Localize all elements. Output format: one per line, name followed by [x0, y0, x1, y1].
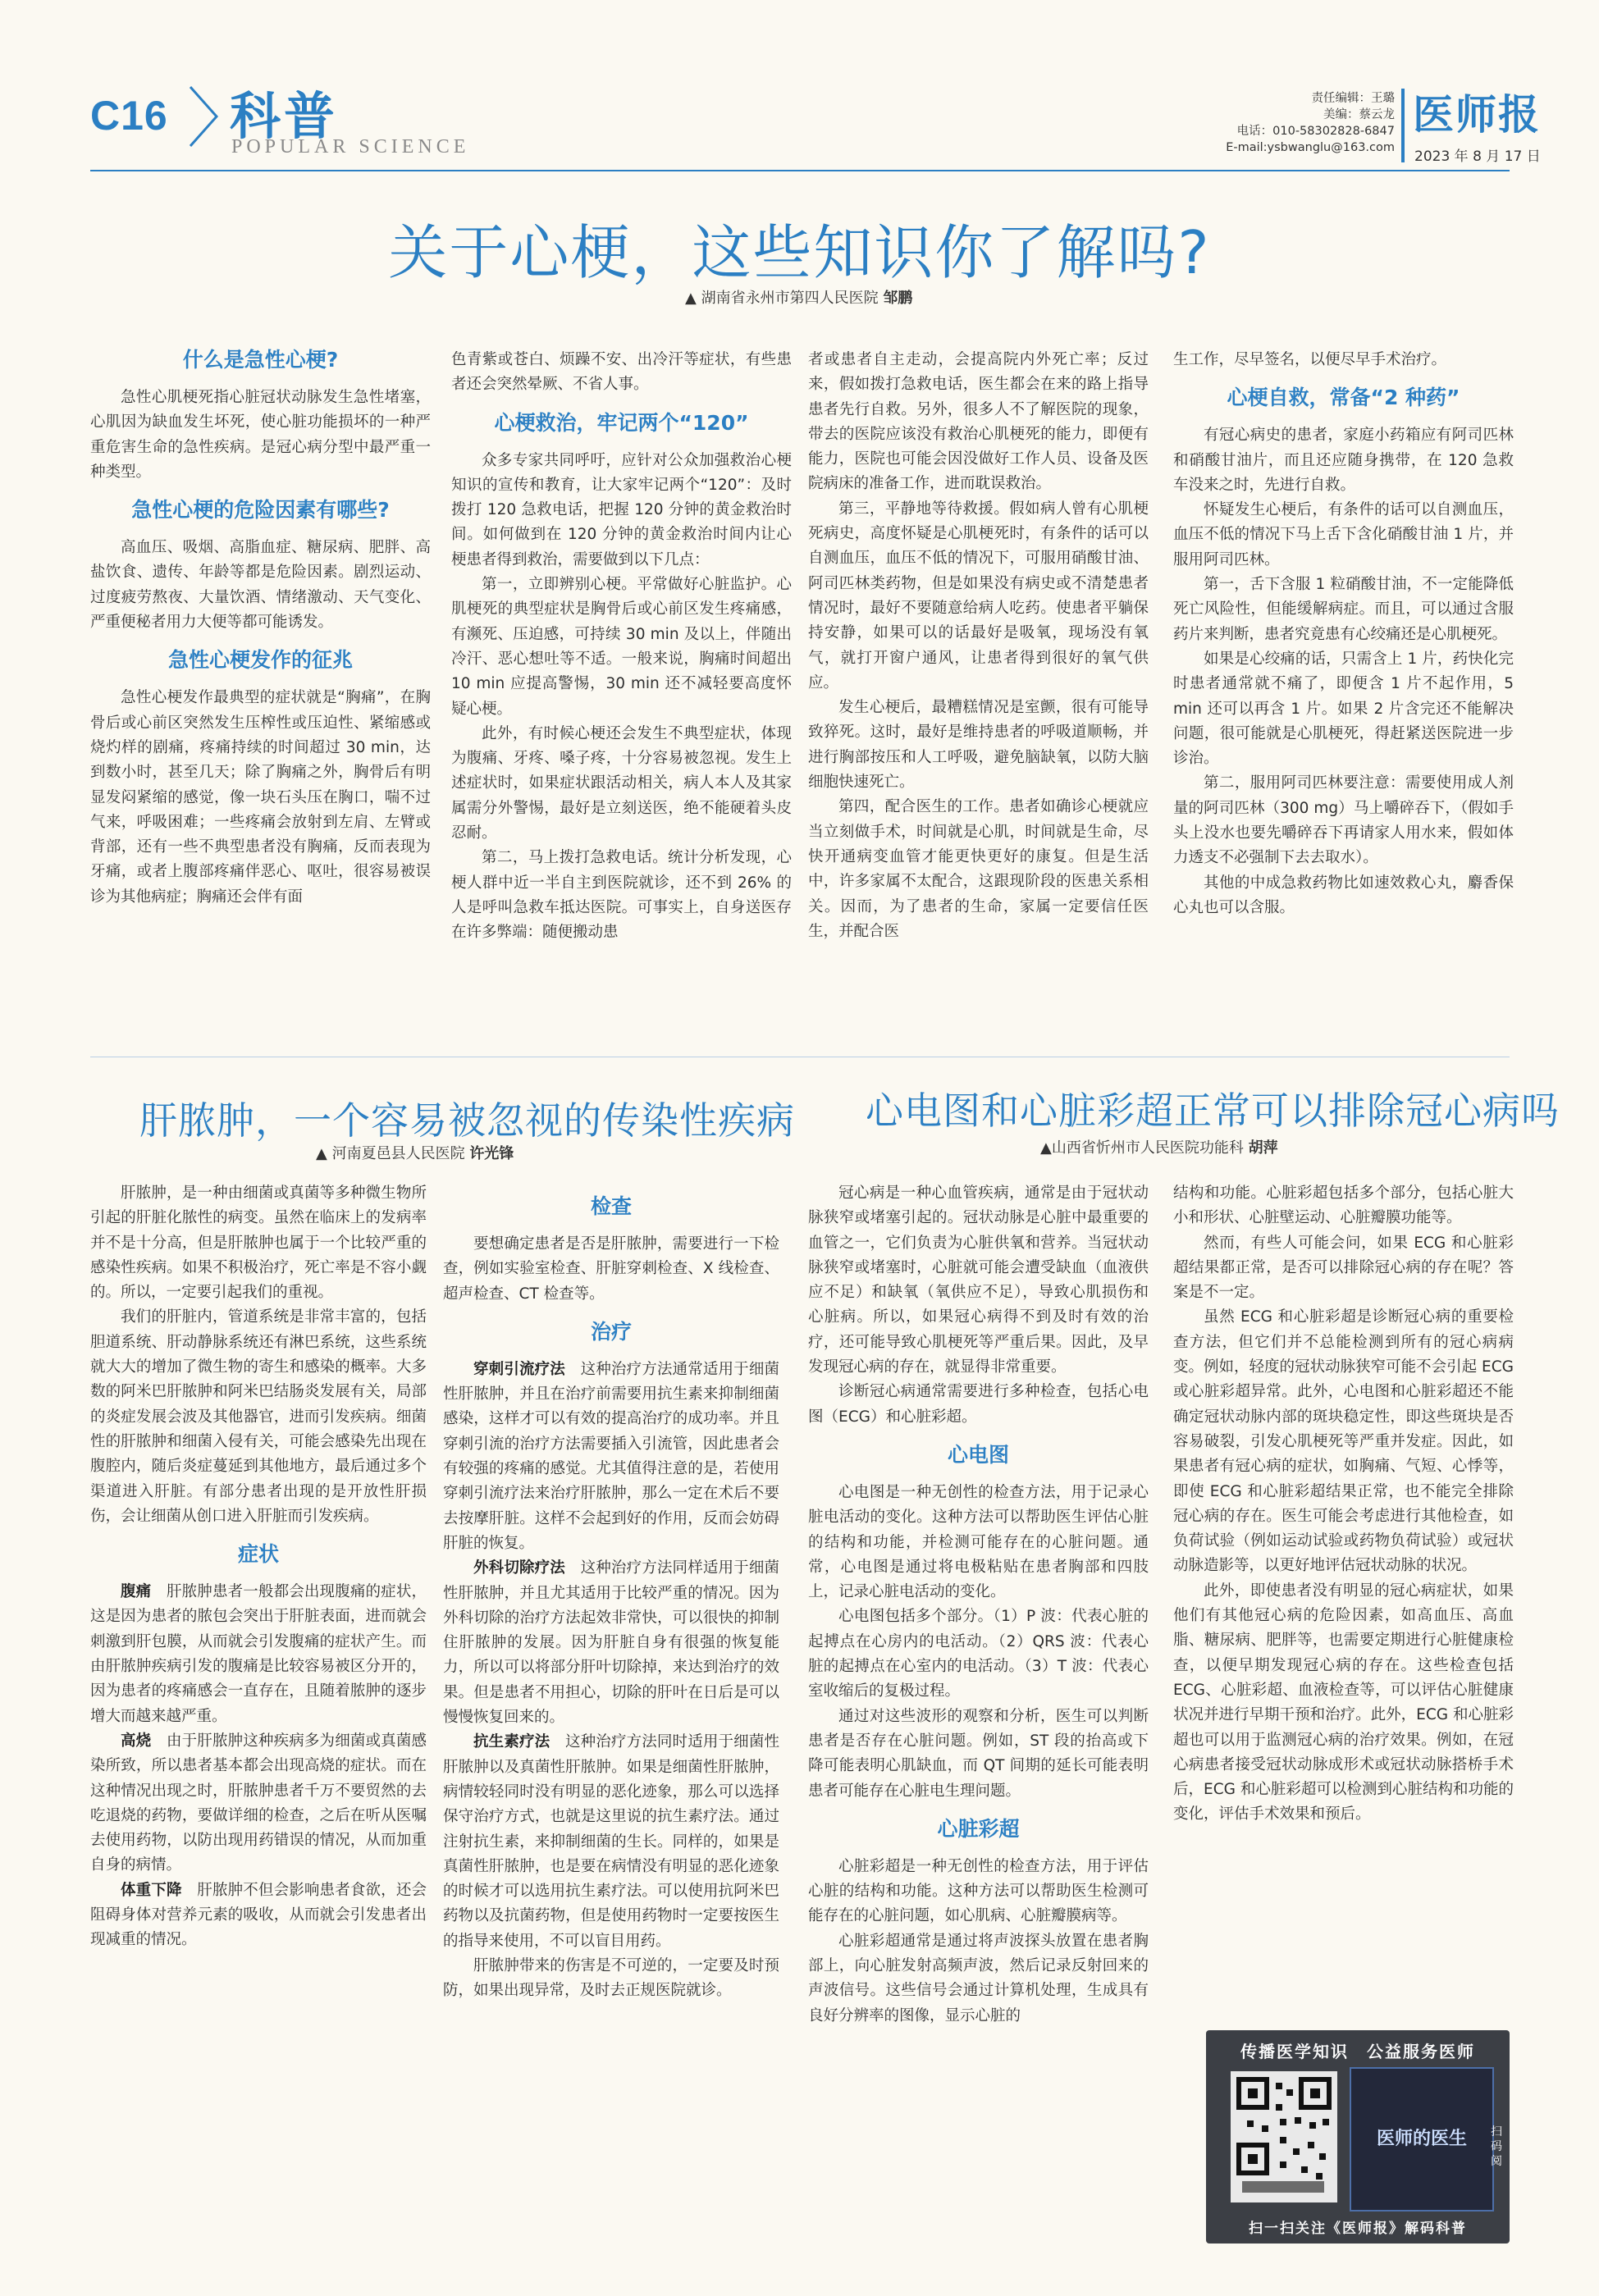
article1-byline [685, 286, 912, 308]
qr-code[interactable] [1231, 2071, 1337, 2202]
paragraph: 急性心肌梗死指心脏冠状动脉发生急性堵塞，心肌因为缺血发生坏死，使心脏功能损坏的一种严重危害生命的急性疾病。是冠心病分型中最严重一种类型。 [90, 389, 431, 481]
byline-author: 胡萍 [1248, 1139, 1278, 1157]
section-subtitle: POPULAR SCIENCE [231, 136, 470, 157]
article1-column-3 [808, 348, 1149, 1048]
paragraph: 诊断冠心病通常需要进行多种检查，包括心电图（ECG）和心脏彩超。 [808, 1383, 1149, 1426]
promo-title: 传播医学知识 公益服务医师 [1240, 2042, 1475, 2061]
paragraph: 生工作，尽早签名，以便尽早手术治疗。 [1173, 351, 1447, 368]
paragraph: 第二，马上拨打急救电话。统计分析发现，心梗人群中近一半自主到医院就诊，还不到 26% 的人是呼叫急救车抵达医院。可事实上，自身送医存在许多弊端：随便搬动患 [451, 849, 792, 942]
paragraph: 通过对这些波形的观察和分析，医生可以判断患者是否存在心脏问题。例如，ST 段的抬高或下降可能表明心肌缺血，而 QT 间期的延长可能表明患者可能存在心脏电生理问题。 [808, 1707, 1149, 1800]
paragraph-lead: 外科切除疗法 [473, 1559, 565, 1577]
paragraph [443, 1730, 779, 1954]
section-title: 科普 [230, 86, 339, 146]
paragraph: 众多专家共同呼吁，应针对公众加强救治心梗知识的宣传和教育，让大家牢记两个“120”：及时拨打 120 急救电话，把握 120 分钟的黄金救治时间。如何做到在 120 分钟的黄金救治时间内让心梗患者得到救治，需要做到以下几点： [451, 451, 792, 568]
section-heading: 心梗自救，常备“2 种药” [1227, 386, 1460, 410]
paragraph: 第三，平静地等待救援。假如病人曾有心肌梗死病史，高度怀疑是心肌梗死时，有条件的话可以自测血压，血压不低的情况下，可服用硝酸甘油、阿司匹林类药物，但是如果没有病史或不清楚患者情况时，最好不要随意给病人吃药。使患者平躺保持安静，如果可以的话最好是吸氧，现场没有氧气，就打开窗户通风，让患者得到很好的氧气供应。 [808, 500, 1149, 692]
paragraph: 此外，有时候心梗还会发生不典型症状，体现为腹痛、牙疼、嗓子疼，十分容易被忽视。发生上述症状时，如果症状跟活动相关，病人本人及其家属需分外警惕，最好是立刻送医，绝不能硬着头皮忍耐。 [451, 724, 792, 842]
paper-logo: 医师报 [1413, 91, 1541, 139]
paragraph: 心脏彩超是一种无创性的检查方法，用于评估心脏的结构和功能。这种方法可以帮助医生检测可能存在的心脏问题，如心肌病、心脏瓣膜病等。 [808, 1857, 1149, 1925]
paragraph: 心脏彩超通常是通过将声波探头放置在患者胸部上，向心脏发射高频声波，然后记录反射回来的声波信号。这些信号会通过计算机处理，生成具有良好分辨率的图像，显示心脏的 [808, 1932, 1149, 2024]
paragraph [443, 1358, 779, 1556]
paragraph-lead: 体重下降 [121, 1881, 182, 1899]
paragraph: 第一，立即辨别心梗。平常做好心脏监护。心肌梗死的典型症状是胸骨后或心前区发生疼痛感，有濒死、压迫感，可持续 30 min 及以上，伴随出冷汗、恶心想吐等不适。一般来说，胸痛时间超出 10 min 应提高警惕，30 min 还不减轻要高度怀疑心梗。 [451, 576, 792, 718]
article3-headline: 心电图和心脏彩超正常可以排除冠心病吗 [866, 1089, 1560, 1133]
phone: 电话：010-58302828-6847 [1236, 125, 1395, 138]
paragraph-body: 肝脓肿患者一般都会出现腹痛的症状，这是因为患者的脓包会突出于肝脏表面，进而就会刺激到肝包膜，从而就会引发腹痛的症状产生。而由肝脓肿疾病引发的腹痛是比较容易被区分开的，因为患者的疼痛感会一直存在，且随着脓肿的逐步增大而越来越严重。 [90, 1583, 427, 1725]
byline-author: 许光锋 [469, 1145, 514, 1162]
section-heading: 急性心梗的危险因素有哪些? [131, 498, 390, 523]
section-heading: 心梗救治，牢记两个“120” [494, 410, 749, 435]
section-heading: 检查 [590, 1194, 632, 1218]
paragraph-lead: 高烧 [121, 1732, 152, 1750]
qr-code-icon [1231, 2071, 1337, 2202]
paragraph-body: 这种治疗方法同样适用于细菌性肝脓肿，并且尤其适用于比较严重的情况。因为外科切除的治疗方法起效非常快，可以很快的抑制住肝脓肿的发展。因为肝脏自身有很强的恢复能力，所以可以将部分肝叶切除掉，来达到治疗的效果。但是患者不用担心，切除的肝叶在日后是可以慢慢恢复回来的。 [443, 1559, 779, 1727]
paragraph: 怀疑发生心梗后，有条件的话可以自测血压，血压不低的情况下马上舌下含化硝酸甘油 1 片，并服用阿司匹林。 [1173, 501, 1514, 568]
section-heading: 心电图 [947, 1442, 1009, 1467]
paragraph-lead: 穿刺引流疗法 [473, 1360, 565, 1378]
paragraph: 冠心病是一种心血管疾病，通常是由于冠状动脉狭窄或堵塞引起的。冠状动脉是心脏中最重要的血管之一，它们负责为心脏供氧和营养。当冠状动脉狭窄或堵塞时，心脏就可能会遭受缺血（血液供应不足）和缺氧（氧供应不足），导致心肌损伤和心脏病。所以，如果冠心病得不到及时有效的治疗，还可能导致心肌梗死等严重后果。因此，及早发现冠心病的存在，就显得非常重要。 [808, 1185, 1149, 1376]
article3-column-1 [808, 1181, 1149, 2248]
section-heading: 急性心梗发作的征兆 [167, 648, 353, 673]
promo-side-text: 扫码阅 [1491, 2125, 1502, 2168]
byline-org: ▲山西省忻州市人民医院功能科 [1040, 1139, 1244, 1157]
paragraph-body: 这种治疗方法通常适用于细菌性肝脓肿，并且在治疗前需要用抗生素来抑制细菌感染，这样才可以有效的提高治疗的成功率。并且穿刺引流的治疗方法需要插入引流管，因此患者会有较强的疼痛的感觉。尤其值得注意的是，若使用穿刺引流疗法来治疗肝脓肿，那么一定在术后不要去按摩肝脏。这样不会起到好的作用，反而会妨碍肝脏的恢复。 [443, 1360, 779, 1552]
paragraph: 第一，舌下含服 1 粒硝酸甘油，不一定能降低死亡风险性，但能缓解病症。而且，可以通过含服药片来判断，患者究竟患有心绞痛还是心肌梗死。 [1173, 576, 1514, 643]
designer-credit: 美编：蔡云龙 [1323, 108, 1395, 121]
article1-column-4 [1173, 348, 1514, 1048]
article2-column-2 [443, 1181, 779, 2248]
paragraph: 心电图是一种无创性的检查方法，用于记录心脏电活动的变化。这种方法可以帮助医生评估心脏的结构和功能，并检测可能存在的心脏问题。通常，心电图是通过将电极粘贴在患者胸部和四肢上，记录心脏电活动的变化。 [808, 1483, 1149, 1601]
page-number: C16 [90, 93, 168, 139]
paragraph: 心电图包括多个部分。（1）P 波：代表心脏的起搏点在心房内的电活动。（2）QRS 波：代表心脏的起搏点在心室内的电活动。（3）T 波：代表心室收缩后的复极过程。 [808, 1608, 1149, 1700]
paragraph: 肝脓肿，是一种由细菌或真菌等多种微生物所引起的肝脏化脓性的病变。虽然在临床上的发病率并不是十分高，但是肝脓肿也属于一个比较严重的感染性疾病。如果不积极治疗，死亡率是不容小觑的。所以，一定要引起我们的重视。 [90, 1185, 427, 1302]
paragraph-body: 这种治疗方法同时适用于细菌性肝脓肿以及真菌性肝脓肿。如果是细菌性肝脓肿，病情较轻同时没有明显的恶化迹象，那么可以选择保守治疗方式，也就是这里说的抗生素疗法。通过注射抗生素，来抑制细菌的生长。同样的，如果是真菌性肝脓肿，也是要在病情没有明显的恶化迹象的时候才可以选用抗生素疗法。可以使用抗阿米巴药物以及抗菌药物，但是使用药物时一定要按医生的指导来使用，不可以盲目用药。 [443, 1733, 779, 1950]
chevron-right-icon [187, 85, 220, 148]
byline-author: 邹鹏 [883, 290, 913, 307]
promo-caption: 扫一扫关注《医师报》解码科普 [1249, 2221, 1467, 2237]
article2-column-1 [90, 1181, 427, 2248]
paragraph: 有冠心病史的患者，家庭小药箱应有阿司匹林和硝酸甘油片，而且还应随身携带，在 120 急救车没来之时，先进行自救。 [1173, 427, 1514, 494]
article3-column-2 [1173, 1181, 1514, 2022]
section-heading: 心脏彩超 [937, 1816, 1020, 1841]
paragraph: 色青紫或苍白、烦躁不安、出冷汗等症状，有些患者还会突然晕厥、不省人事。 [451, 351, 792, 394]
paragraph [443, 1556, 779, 1730]
byline-org: ▲ 河南夏邑县人民医院 [316, 1145, 465, 1162]
byline-org: ▲ 湖南省永州市第四人民医院 [685, 290, 879, 307]
paragraph: 结构和功能。心脏彩超包括多个部分，包括心脏大小和形状、心脏壁运动、心脏瓣膜功能等。 [1173, 1185, 1514, 1227]
paragraph [90, 1729, 427, 1878]
email: E-mail:ysbwanglu@163.com [1226, 141, 1395, 154]
header-rule [90, 170, 1510, 171]
article1-headline: 关于心梗，这些知识你了解吗? [388, 218, 1211, 287]
article3-byline [1040, 1136, 1278, 1157]
masthead-info [1173, 90, 1395, 156]
paragraph: 然而，有些人可能会问，如果 ECG 和心脏彩超结果都正常，是否可以排除冠心病的存在呢？答案是不一定。 [1173, 1234, 1514, 1302]
promo-image [1350, 2067, 1494, 2212]
paragraph: 此外，即使患者没有明显的冠心病症状，如果他们有其他冠心病的危险因素，如高血压、高血脂、糖尿病、肥胖等，也需要定期进行心脏健康检查，以便早期发现冠心病的存在。这些检查包括 ECG、心脏彩超、血液检查等，可以评估心脏健康状况并进行早期干预和治疗。此外，ECG 和心脏彩超也可以用于监测冠心病的治疗效果。例如，在冠心病患者接受冠状动脉成形术或冠状动脉搭桥手术后，ECG 和心脏彩超可以检测到心脏结构和功能的变化，评估手术效果和预后。 [1173, 1582, 1514, 1824]
masthead-divider [1401, 89, 1405, 162]
section-heading: 症状 [237, 1542, 279, 1567]
paragraph: 其他的中成急救药物比如速效救心丸，麝香保心丸也可以含服。 [1173, 874, 1514, 916]
paragraph [90, 1878, 427, 1953]
paragraph: 虽然 ECG 和心脏彩超是诊断冠心病的重要检查方法，但它们并不总能检测到所有的冠心病病变。例如，轻度的冠状动脉狭窄可能不会引起 ECG 或心脏彩超异常。此外，心电图和心脏彩超还不能确定冠状动脉内部的斑块稳定性，即这些斑块是否容易破裂，引发心肌梗死等严重并发症。因此，如果患者有冠心病的症状，如胸痛、气短、心悸等，即使 ECG 和心脏彩超结果正常，也不能完全排除冠心病的存在。医生可能会考虑进行其他检查，如负荷试验（例如运动试验或药物负荷试验）或冠状动脉造影等，以更好地评估冠状动脉的状况。 [1173, 1308, 1514, 1575]
article2-byline [316, 1142, 514, 1163]
paragraph: 要想确定患者是否是肝脓肿，需要进行一下检查，例如实验室检查、肝脏穿刺检查、X 线检查、超声检查、CT 检查等。 [443, 1235, 779, 1303]
paragraph: 急性心梗发作最典型的症状就是“胸痛”，在胸骨后或心前区突然发生压榨性或压迫性、紧缩感或烧灼样的剧痛，疼痛持续的时间超过 30 min，达到数小时，甚至几天；除了胸痛之外，胸骨后有明显发闷紧缩的感觉，像一块石头压在胸口，喘不过气来，呼吸困难；一些疼痛会放射到左肩、左臂或背部，还有一些不典型患者没有胸痛，反而表现为牙痛，或者上腹部疼痛伴恶心、呕吐，很容易被误诊为其他病症；胸痛还会伴有面 [90, 689, 431, 906]
issue-date: 2023 年 8 月 17 日 [1414, 148, 1541, 165]
article2-headline: 肝脓肿，一个容易被忽视的传染性疾病 [139, 1098, 795, 1143]
paragraph-body: 肝脓肿不但会影响患者食欲，还会阻碍身体对营养元素的吸收，从而就会引发患者出现减重的情况。 [90, 1881, 427, 1949]
editor-credit: 责任编辑：王璐 [1311, 92, 1395, 105]
paragraph: 第二，服用阿司匹林要注意：需要使用成人剂量的阿司匹林（300 mg）马上嚼碎吞下，（假如手头上没水也要先嚼碎吞下再请家人用水来，假如体力透支不必强制下去去取水）。 [1173, 774, 1514, 867]
paragraph: 第四，配合医生的工作。患者如确诊心梗就应当立刻做手术，时间就是心肌，时间就是生命，尽快开通病变血管才能更快更好的康复。但是生活中，许多家属不太配合，这跟现阶段的医患关系相关。因而，为了患者的生命，家属一定要信任医生，并配合医 [808, 798, 1149, 940]
paragraph: 者或患者自主走动，会提高院内外死亡率；反过来，假如拨打急救电话，医生都会在来的路上指导患者先行自救。另外，很多人不了解医院的现象，带去的医院应该没有救治心肌梗死的能力，即便有能力，医院也可能会因没做好工作人员、设备及医院病床的准备工作，进而耽误救治。 [808, 351, 1149, 493]
section-heading: 治疗 [590, 1319, 632, 1344]
paragraph: 发生心梗后，最糟糕情况是室颤，很有可能导致猝死。这时，最好是维持患者的呼吸道顺畅，并进行胸部按压和人工呼吸，避免脑缺氧，以防大脑细胞快速死亡。 [808, 699, 1149, 792]
paragraph: 如果是心绞痛的话，只需含上 1 片，药快化完时患者通常就不痛了，即便含 1 片不起作用，5 min 还可以再含 1 片。如果 2 片含完还不能解决问题，很可能就是心肌梗死，得赶紧送医院进一步诊治。 [1173, 650, 1514, 768]
paragraph-lead: 抗生素疗法 [473, 1733, 551, 1751]
section-heading: 什么是急性心梗? [182, 348, 339, 372]
paragraph: 肝脓肿带来的伤害是不可逆的，一定要及时预防，如果出现异常，及时去正规医院就诊。 [443, 1957, 779, 2000]
paragraph-body: 由于肝脓肿这种疾病多为细菌或真菌感染所致，所以患者基本都会出现高烧的症状。而在这种情况出现之时，肝脓肿患者千万不要贸然的去吃退烧的药物，要做详细的检查，之后在听从医嘱去使用药物，以防出现用药错误的情况，从而加重自身的病情。 [90, 1732, 427, 1874]
promo-image-text: 医师的医生 [1376, 2129, 1467, 2149]
paragraph: 高血压、吸烟、高脂血症、糖尿病、肥胖、高盐饮食、遗传、年龄等都是危险因素。剧烈运动、过度疲劳熬夜、大量饮酒、情绪激动、天气变化、严重便秘者用力大便等都可能诱发。 [90, 539, 431, 632]
paragraph-lead: 腹痛 [121, 1583, 152, 1601]
paragraph: 我们的肝脏内，管道系统是非常丰富的，包括胆道系统、肝动静脉系统还有淋巴系统，这些系统就大大的增加了微生物的寄生和感染的概率。大多数的阿米巴肝脓肿和阿米巴结肠炎发展有关，局部的炎症发展会波及其他器官，进而引发疾病。细菌性的肝脓肿和细菌入侵有关，可能会感染先出现在腹腔内，随后炎症蔓延到其他地方，最后通过多个渠道进入肝脏。有部分患者出现的是开放性肝损伤，会让细菌从创口进入肝脏而引发疾病。 [90, 1308, 427, 1525]
paragraph [90, 1580, 427, 1729]
article1-column-1 [90, 335, 431, 1048]
article1-column-2 [451, 348, 792, 1048]
